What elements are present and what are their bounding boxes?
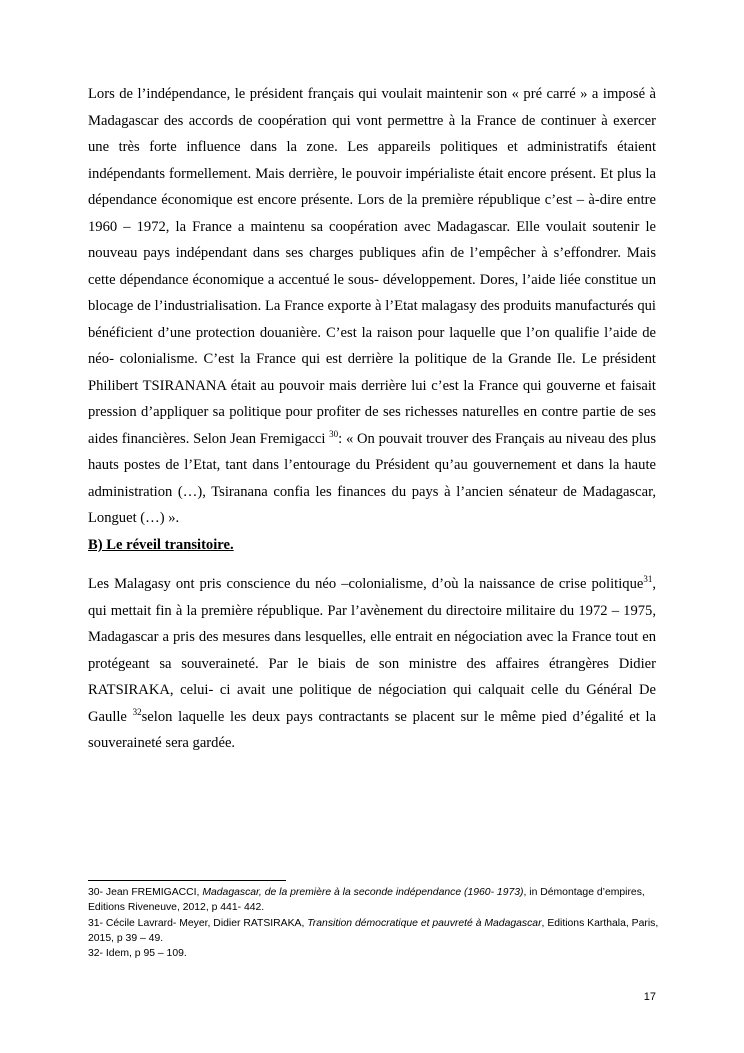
paragraph-2-text-c: selon laquelle les deux pays contractants se placent sur le même pied d’égalité et la souveraineté sera gardée.: [88, 708, 656, 751]
footnote-31-title: Transition démocratique et pauvreté à Madagascar: [307, 917, 542, 929]
page-number: 17: [643, 991, 656, 1003]
footnote-30-prefix: 30- Jean FREMIGACCI,: [88, 887, 203, 898]
footnote-31-prefix: 31- Cécile Lavrard- Meyer, Didier RATSIRAKA,: [88, 917, 308, 929]
footnote-ref-32[interactable]: 32: [132, 706, 142, 717]
paragraph-2-text-a: Les Malagasy ont pris conscience du néo –colonialisme, d’où la naissance de crise politique: [88, 576, 644, 592]
section-heading: B) Le réveil transitoire.: [88, 537, 234, 553]
footnote-31-suffix: , Editions Karthala, Paris, 2015, p 39 – 49.: [88, 917, 659, 944]
footnote-31: [88, 916, 668, 947]
footnote-32: [88, 946, 668, 961]
footnote-30-suffix: , in Démontage d’empires, Editions Riveneuve, 2012, p 441- 442.: [88, 887, 645, 914]
footnote-ref-30[interactable]: 30: [329, 428, 339, 439]
footnote-separator: [88, 880, 286, 881]
footnote-30: [88, 885, 668, 916]
footnote-30-title: Madagascar, de la première à la seconde indépendance (1960- 1973): [202, 887, 524, 898]
footnotes: [88, 885, 668, 961]
footnote-32-prefix: 32- Idem, p 95 – 109.: [88, 948, 187, 960]
body-paragraph-2: [88, 571, 656, 757]
paragraph-1-text: Lors de l’indépendance, le président français qui voulait maintenir son « pré carré » a imposé à Madagascar des accords de coopération qui vont permettre à la France de continuer à exercer une très forte influence dans la zone. Les appareils politiques et administratifs étaient indépendants formellement. Mais derrière, le pouvoir impérialiste était encore présent. Et plus la dépendance économique est encore présente. Lors de la première république c’est – à-dire entre 1960 – 1972, la France a maintenu sa coopération avec Madagascar. Elle voulait soutenir le nouveau pays indépendant dans ses charges publiques afin de l’empêcher à s’effondrer. Mais cette dépendance économique a accentué le sous- développement. Dores, l’aide liée constitue un blocage de l’industrialisation. La France exporte à l’Etat malagasy des produits manufacturés qui bénéficient d’une protection douanière. C’est la raison pour laquelle que l’on qualifie l’aide de néo- colonialisme. C’est la France qui est derrière la politique de la Grande Ile. Le président Philibert TSIRANANA était au pouvoir mais derrière lui c’est la France qui gouverne et faisait pression d’appliquer sa politique pour profiter de ses richesses naturelles en contre partie de ses aides financières. Selon Jean Fremigacci: [88, 86, 656, 447]
paragraph-2-text-b: , qui mettait fin à la première république. Par l’avènement du directoire militaire du 1972 – 1975, Madagascar a pris des mesures dans lesquelles, elle entrait en négociation avec la France tout en protégeant sa souveraineté. Par le biais de son ministre des affaires étrangères Didier RATSIRAKA, celui- ci avait une politique de négociation qui calquait celle du Général De Gaulle: [88, 576, 656, 725]
paragraph-1-quote: : « On pouvait trouver des Français au niveau des plus hauts postes de l’Etat, tant dans l’entourage du Président qu’au gouvernement et dans la haute administration (…), Tsiranana confia les finances du pays à l’ancien sénateur de Madagascar, Longuet (…) ».: [88, 430, 657, 526]
body-paragraph-1: [88, 81, 656, 532]
footnote-ref-31[interactable]: 31: [643, 574, 653, 585]
